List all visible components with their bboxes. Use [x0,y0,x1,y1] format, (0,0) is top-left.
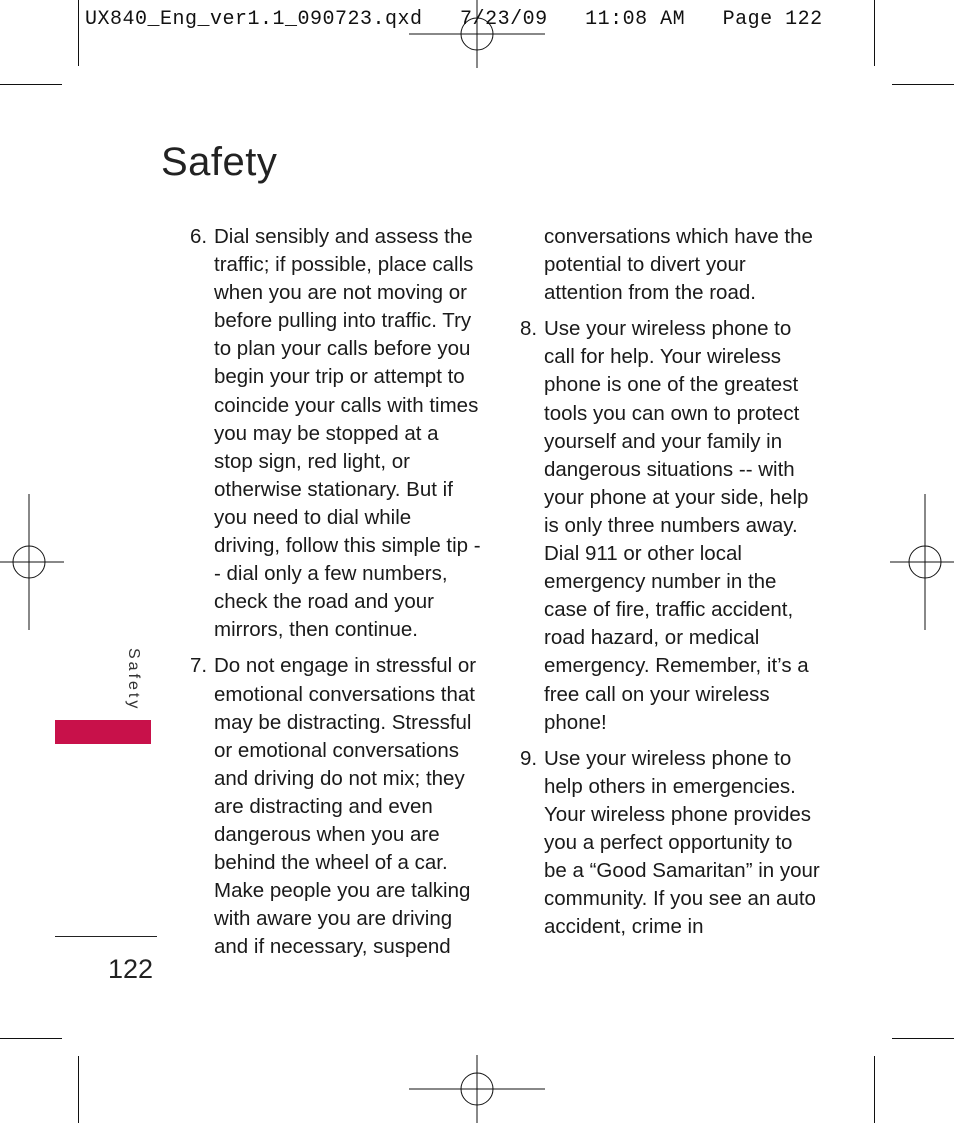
section-side-tab [120,648,144,718]
page-number: 122 [108,954,154,984]
list-item [190,652,482,961]
list-item-text: Do not engage in stressful or emotional conversations that may be distracting. Stressful or emotional conversations and driving do not mix; they are distracting and even dangerous when you are behind the wheel of a car. Make people you are talking with aware you are driving and if necessary, suspend [214,654,477,959]
print-slug: UX840_Eng_ver1.1_090723.qxd 7/23/09 11:08 AM Page 122 [85,8,823,31]
registration-mark-icon [0,494,64,630]
side-tab-label: Safety [125,648,142,712]
registration-mark-icon [890,494,954,630]
crop-mark [874,0,875,66]
crop-mark [0,84,62,85]
list-item-text: Dial sensibly and assess the traffic; if possible, place calls when you are not moving or before pulling into traffic. Try to plan your calls before you begin your trip or attempt to coincide your calls with times you may be stopped at a stop sign, red light, or otherwise stationary. But if you need to dial while driving, follow this simple tip -- dial only a few numbers, check the road and your mirrors, then continue. [214,225,481,642]
list-item [520,745,820,942]
section-color-bar [55,720,151,744]
crop-mark [78,0,79,66]
list-item-text: Use your wireless phone to call for help. Your wireless phone is one of the greatest tools you can own to protect yourself and your family in dangerous situations -- with your phone at your side, help is only three numbers away. Dial 911 or other local emergency number in the case of fire, traffic accident, road hazard, or medical emergency. Remember, it’s a free call on your wireless phone! [544,317,809,734]
list-item-text: Use your wireless phone to help others in emergencies. Your wireless phone provides you a perfect opportunity to be a “Good Samaritan” in your community. If you see an auto accident, crime in [544,746,820,939]
crop-mark [0,1038,62,1039]
folio-rule [55,936,157,937]
text-column-right [520,223,820,949]
registration-mark-icon [409,1055,545,1123]
text-column-left [190,223,482,969]
list-item-number: 7. [190,654,208,678]
crop-mark [892,84,954,85]
registration-mark-icon [409,0,545,68]
list-item-number: 6. [190,225,208,248]
list-item-continuation: conversations which have the potential to divert your attention from the road. [544,225,813,305]
list-item-number: 9. [520,746,538,770]
list-item-number: 8. [520,317,538,341]
list-item [190,223,482,644]
page-title: Safety [161,140,278,184]
list-item [520,315,820,736]
crop-mark [78,1056,79,1123]
crop-mark [874,1056,875,1123]
crop-mark [892,1038,954,1039]
